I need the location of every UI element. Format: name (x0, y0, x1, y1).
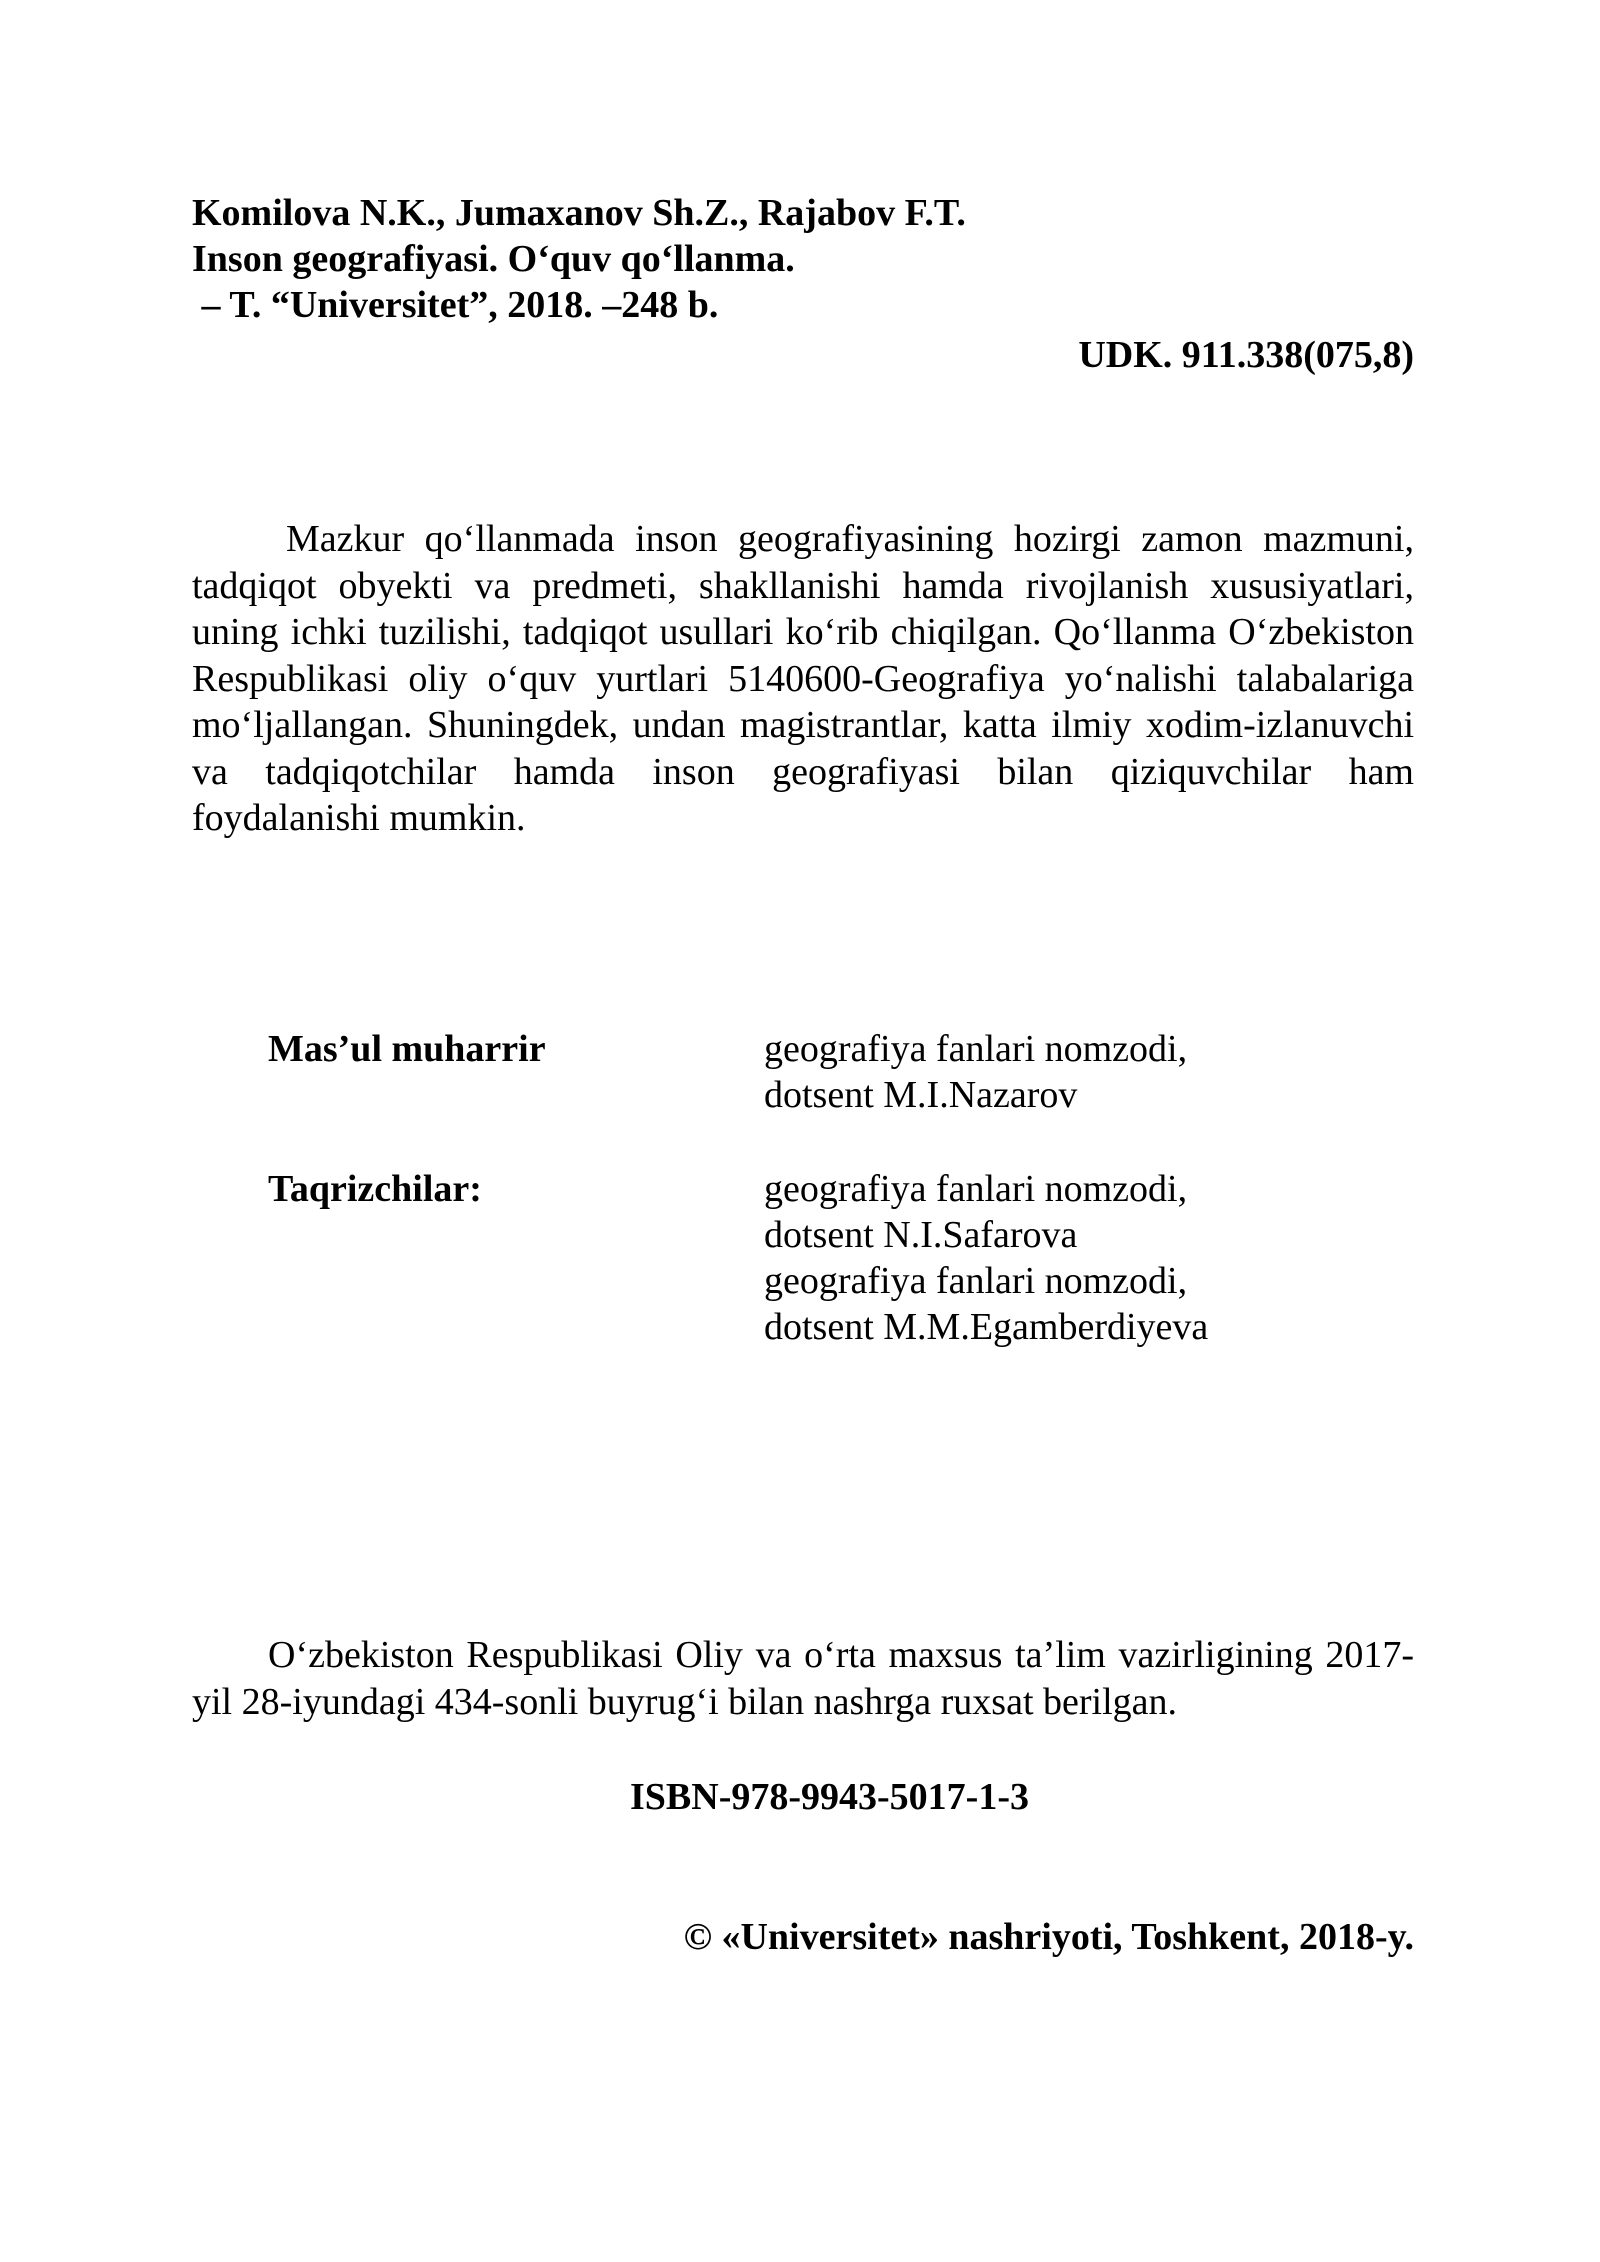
isbn: ISBN-978-9943-5017-1-3 (630, 1776, 1029, 1818)
editor-role-label: Mas’ul muharrir (268, 1028, 546, 1070)
reviewers-credit (268, 1166, 1368, 1350)
editor-line: geografiya fanlari nomzodi, (764, 1028, 1188, 1070)
copyright-notice: © «Universitet» nashriyoti, Toshkent, 2018-y. (683, 1916, 1414, 1958)
abstract-paragraph: Mazkur qo‘llanmada inson geografiyasining hozirgi zamon mazmuni, tadqiqot obyekti va predmeti, shakllanishi hamda rivojlanish xususiyatlari, uning ichki tuzilishi, tadqiqot usullari ko‘rib chiqilgan. Qo‘llanma O‘zbekiston Respublikasi oliy o‘quv yurtlari 5140600-Geografiya yo‘nalishi talabalariga mo‘ljallangan. Shuningdek, undan magistrantlar, katta ilmiy xodim-izlanuvchi va tadqiqotchilar hamda inson geografiyasi bilan qiziquvchilar ham foydalanishi mumkin. (192, 518, 1414, 839)
editor-names (764, 1026, 1368, 1118)
document-page (192, 0, 1414, 2262)
reviewer-line: geografiya fanlari nomzodi, (764, 1260, 1188, 1302)
udk-code: UDK. 911.338(075,8) (1078, 334, 1414, 376)
reviewers-names (764, 1166, 1368, 1350)
imprint: – T. “Universitet”, 2018. –248 b. (192, 284, 719, 326)
approval-paragraph: O‘zbekiston Respublikasi Oliy va o‘rta maxsus ta’lim vazirligining 2017-yil 28-iyundagi 434-sonli buyrug‘i bilan nashrga ruxsat berilgan. (192, 1634, 1414, 1723)
editor-line: dotsent M.I.Nazarov (764, 1074, 1078, 1116)
book-title: Inson geografiyasi. O‘quv qo‘llanma. (192, 238, 795, 280)
authors: Komilova N.K., Jumaxanov Sh.Z., Rajabov F.T. (192, 192, 966, 234)
reviewers-role-label: Taqrizchilar: (268, 1168, 482, 1210)
reviewer-line: geografiya fanlari nomzodi, (764, 1168, 1188, 1210)
bibliographic-record (192, 190, 1414, 328)
credits-section (268, 1026, 1368, 1350)
reviewer-line: dotsent M.M.Egamberdiyeva (764, 1306, 1209, 1348)
reviewer-line: dotsent N.I.Safarova (764, 1214, 1078, 1256)
editor-credit (268, 1026, 1368, 1118)
